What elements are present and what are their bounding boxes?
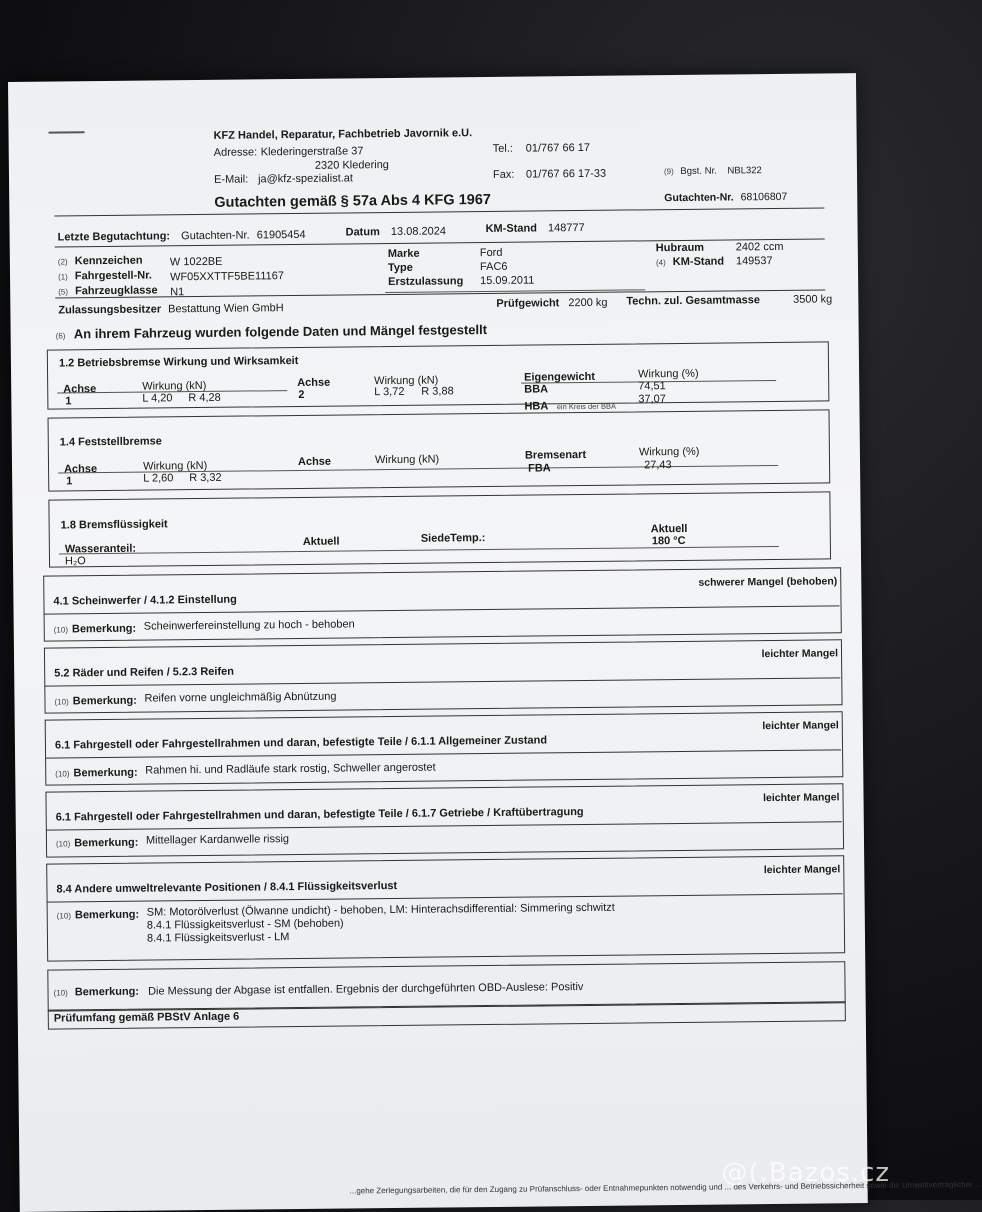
brake-14-h-wirkung2: Wirkung (kN)	[374, 453, 440, 467]
defect-remark-text: 8.4.1 Flüssigkeitsverlust - SM (behoben)	[146, 917, 344, 932]
report-title: Gutachten gemäß § 57a Abs 4 KFG 1967	[214, 191, 492, 211]
defect-remark-text: Scheinwerfereinstellung zu hoch - behoben	[143, 618, 355, 633]
final-remark-label: Bemerkung:	[74, 985, 140, 999]
bgst-label: Bgst. Nr.	[680, 165, 717, 177]
brake-14-a1-r: R 3,32	[189, 471, 222, 485]
hubraum-label: Hubraum	[655, 241, 705, 255]
defect-remark-label-text: Bemerkung:	[74, 908, 140, 922]
hole-punch-mark	[49, 131, 85, 133]
company-name: KFZ Handel, Reparatur, Fachbetrieb Javornik e.U.	[213, 127, 473, 142]
defect-remark-label-text: Bemerkung:	[73, 766, 138, 780]
company-fax: 01/767 66 17-33	[525, 167, 607, 181]
pruefgewicht-value: 2200 kg	[568, 296, 608, 310]
defect-remark-text: 8.4.1 Flüssigkeitsverlust - LM	[146, 931, 290, 945]
brake-12-a1-l: L 4,20	[142, 392, 173, 405]
findings-title: An ihrem Fahrzeug wurden folgende Daten und Mängel festgestellt	[73, 321, 488, 342]
besitzer-row	[58, 302, 283, 316]
defect-remark-text: Mittellager Kardanwelle rissig	[145, 833, 290, 847]
gesamtmasse-value: 3500 kg	[793, 293, 833, 306]
brake-14-h-achse2: Achse	[297, 455, 332, 468]
brake-12-title: 1.2 Betriebsbremse Wirkung und Wirksamkeit	[58, 354, 299, 370]
defect-remark-index: (10)	[54, 697, 69, 707]
defect-remark-index: (10)	[53, 625, 69, 635]
gutachten-nr-value: 68106807	[740, 190, 788, 204]
company-email: ja@kfz-spezialist.at	[257, 172, 354, 186]
bgst-index: (9)	[663, 167, 674, 177]
marke-value: Ford	[479, 246, 503, 260]
brake-12-a2-l: L 3,72	[374, 385, 405, 399]
brake-12-bba-value: 74,51	[638, 380, 666, 393]
defect-remark-label	[56, 837, 139, 850]
brake-12-h-wirkung: Wirkung (kN)	[142, 379, 207, 393]
brake-12-a2-r: R 3,88	[421, 385, 454, 398]
last-inspection-km	[486, 222, 585, 235]
pruefumfang: Prüfumfang gemäß PBStV Anlage 6	[53, 1010, 240, 1025]
defect-title: 5.2 Räder und Reifen / 5.2.3 Reifen	[54, 665, 234, 680]
findings-index: (6)	[55, 331, 66, 341]
defect-severity: leichter Mangel	[761, 647, 839, 661]
brake-14-title: 1.4 Feststellbremse	[59, 435, 162, 449]
vehicle-km-value: 149537	[735, 255, 773, 268]
defect-remark-label	[57, 909, 140, 922]
ez-label: Erstzulassung	[388, 275, 464, 289]
km-label: KM-Stand	[485, 222, 537, 236]
vehicle-km-row	[656, 256, 724, 269]
final-remark-text: Die Messung der Abgase ist entfallen. Ergebnis der durchgeführten OBD-Auslese: Positiv	[148, 981, 584, 998]
pruefgewicht-label: Prüfgewicht	[496, 297, 560, 310]
bgst-field	[664, 165, 762, 177]
last-inspection-label: Letzte Begutachtung:	[57, 230, 171, 244]
defect-remark-label-text: Bemerkung:	[72, 694, 137, 708]
tel-label: Tel.:	[492, 142, 513, 155]
brake-14-a1-l: L 2,60	[143, 472, 174, 485]
fgst-index: (1)	[57, 272, 68, 282]
last-inspection-date	[346, 225, 446, 238]
bgst-value: NBL322	[727, 165, 762, 177]
defect-title: 6.1 Fahrgestell oder Fahrgestellrahmen und daran, befestigte Teile / 6.1.7 Getriebe / Kraftübertragung	[55, 806, 584, 824]
defect-remark-text: Reifen vorne ungleichmäßig Abnützung	[144, 690, 337, 705]
inspection-report-sheet	[8, 73, 982, 1212]
fluid-aktuell-label: Aktuell	[302, 535, 340, 548]
defect-severity: leichter Mangel	[763, 863, 841, 877]
defect-remark-index: (10)	[55, 839, 71, 849]
address-label: Adresse:	[213, 146, 258, 159]
brake-12-hba-note: ein Kreis der BBA	[556, 401, 616, 412]
fluid-temp: 180 °C	[651, 534, 686, 548]
typ-value: FAC6	[479, 260, 508, 274]
klasse-label: Fahrzeugklasse	[74, 284, 158, 298]
klasse-row	[58, 284, 158, 297]
pruefgewicht-row	[496, 297, 607, 310]
title-divider	[54, 207, 824, 216]
defect-title: 4.1 Scheinwerfer / 4.1.2 Einstellung	[53, 593, 237, 608]
kennzeichen-label: Kennzeichen	[74, 254, 143, 268]
marke-label: Marke	[387, 247, 420, 261]
km-value: 148777	[547, 221, 585, 235]
defect-remark-text: SM: Motorölverlust (Ölwanne undicht) - behoben, LM: Hinterachsdifferential: Simmering schwitzt	[146, 901, 615, 919]
hubraum-value: 2402 ccm	[735, 240, 784, 254]
defect-remark-label-text: Bemerkung:	[71, 622, 137, 636]
brake-12-h-wirkung2: Wirkung (kN)	[374, 374, 439, 388]
defect-remark-text: Rahmen hi. und Radläufe stark rostig, Schweller angerostet	[145, 761, 436, 777]
brake-14-fba: FBA	[528, 462, 551, 475]
kennzeichen-value: W 1022BE	[169, 255, 223, 269]
defect-title: 8.4 Andere umweltrelevante Positionen / 8.4.1 Flüssigkeitsverlust	[56, 879, 398, 896]
kennzeichen-row	[58, 255, 143, 268]
bazos-watermark: @(.Bazos.cz	[721, 1158, 890, 1188]
defect-remark-label	[54, 623, 137, 636]
brake-14-h-wirkung-pct: Wirkung (%)	[638, 445, 700, 459]
klasse-value: N1	[170, 286, 185, 299]
vehicle-km-index: (4)	[655, 258, 666, 268]
defect-severity: leichter Mangel	[762, 719, 839, 733]
last-inspection-row	[58, 229, 306, 244]
footer-text: ...gehe Zerlegungsarbeiten, die für den Zugang zu Prüfanschluss- oder Entnahmepunkten notwendig und ... des Verkehrs- und Betriebssicherheit sowie die Umweltverträglicher ...	[349, 1179, 982, 1196]
defect-remark-index: (10)	[56, 911, 72, 921]
gesamtmasse-row	[626, 293, 832, 307]
klasse-index: (5)	[58, 287, 69, 297]
brake-12-h-eigen: Eigengewicht	[524, 370, 596, 384]
fgst-row	[58, 270, 152, 283]
datum-label: Datum	[345, 226, 380, 239]
fgst-label: Fahrgestell-Nr.	[74, 269, 152, 283]
last-inspection-nr-label: Gutachten-Nr.	[181, 229, 250, 243]
brake-14-h-achse: Achse	[63, 463, 98, 476]
email-label: E-Mail:	[213, 173, 249, 186]
fluid-title: 1.8 Bremsflüssigkeit	[60, 518, 168, 532]
brake-12-a1: 1	[65, 395, 72, 408]
besitzer-value: Bestattung Wien GmbH	[168, 302, 284, 316]
typ-label: Type	[387, 261, 413, 275]
defect-severity: leichter Mangel	[763, 791, 840, 805]
defect-remark-label-text: Bemerkung:	[74, 836, 139, 850]
fluid-wasser-label: Wasseranteil:	[64, 542, 137, 556]
last-inspection-nr: 61905454	[256, 228, 306, 242]
brake-12-h-achse: Achse	[63, 383, 97, 396]
defect-remark-label	[55, 767, 138, 780]
company-street: Klederingerstraße 37	[260, 145, 364, 159]
brake-14-a1: 1	[66, 475, 73, 488]
brake-12-hba: HBA	[524, 400, 549, 413]
ez-value: 15.09.2011	[480, 274, 535, 288]
fax-label: Fax:	[492, 168, 515, 181]
brake-14-h-art: Bremsenart	[524, 448, 587, 462]
defect-remark-label	[54, 695, 137, 708]
fluid-aktuell2-label: Aktuell	[650, 522, 688, 536]
defect-severity: schwerer Mangel (behoben)	[698, 575, 838, 589]
fgst-value: WF05XXTTF5BE11167	[169, 270, 285, 284]
company-city: 2320 Kledering	[314, 159, 389, 172]
kennzeichen-index: (2)	[57, 257, 68, 267]
brake-12-hba-value: 37,07	[638, 393, 666, 406]
besitzer-label: Zulassungsbesitzer	[58, 303, 162, 317]
brake-12-a1-r: R 4,28	[188, 391, 221, 405]
brake-12-h-achse2: Achse	[297, 376, 331, 389]
final-remark-index: (10)	[53, 988, 68, 998]
gutachten-nr-field	[664, 191, 787, 204]
findings-heading	[56, 321, 488, 344]
datum-value: 13.08.2024	[390, 225, 447, 238]
gesamtmasse-label: Techn. zul. Gesamtmasse	[626, 294, 761, 308]
brake-12-h-wirkung-pct: Wirkung (%)	[638, 367, 699, 381]
gutachten-nr-label: Gutachten-Nr.	[664, 191, 734, 205]
fluid-h2o: H₂O	[64, 555, 86, 568]
brake-12-a2: 2	[298, 388, 305, 401]
vehicle-km-label: KM-Stand	[672, 255, 725, 269]
brake-12-bba: BBA	[524, 383, 549, 396]
brake-14-h-wirkung: Wirkung (kN)	[142, 459, 208, 473]
company-tel: 01/767 66 17	[525, 141, 591, 155]
brake-14-fba-value: 27,43	[643, 459, 672, 472]
defect-title: 6.1 Fahrgestell oder Fahrgestellrahmen und daran, befestigte Teile / 6.1.1 Allgemeiner Zustand	[54, 734, 548, 752]
fluid-siede-label: SiedeTemp.:	[420, 532, 486, 545]
defect-remark-index: (10)	[55, 769, 70, 779]
